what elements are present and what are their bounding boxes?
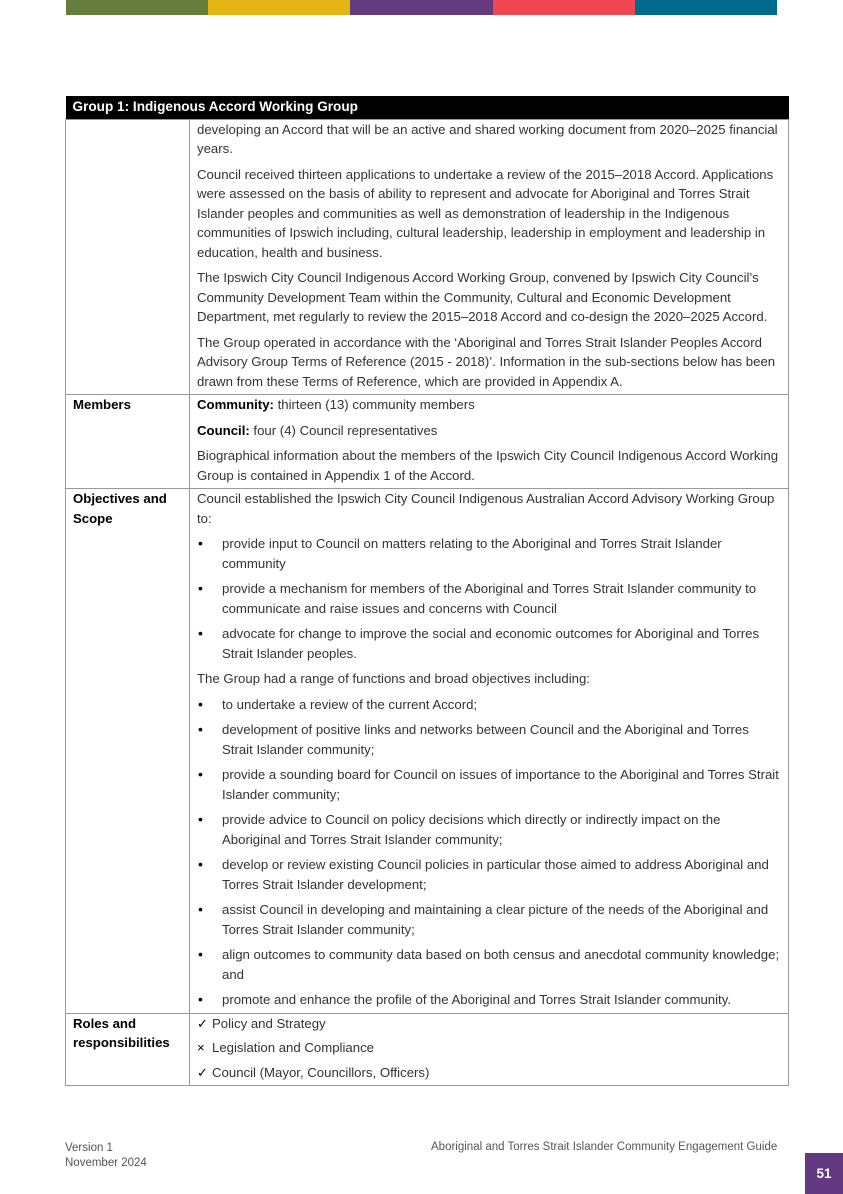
intro-label-cell <box>66 119 190 395</box>
functions-intro: The Group had a range of functions and broad objectives including: <box>197 671 590 686</box>
role-text: Council (Mayor, Councillors, Officers) <box>212 1064 430 1080</box>
color-segment-red <box>493 0 635 15</box>
functions-list <box>197 695 780 1010</box>
color-segment-blue <box>635 0 777 15</box>
list-item: • development of positive links and networks between Council and the Aboriginal and Torres Strait Islander community; <box>197 720 780 759</box>
roles-label: Roles and responsibilities <box>66 1013 190 1086</box>
intro-paragraph: The Group operated in accordance with the ‘Aboriginal and Torres Strait Islander Peoples Accord Advisory Group Terms of Reference (2015 - 2018)’. Information in the sub-sections below has been drawn from these Terms of Reference, which are provided in Appendix A. <box>197 334 776 389</box>
list-item: • to undertake a review of the current Accord; <box>197 695 780 715</box>
table-row-members <box>66 395 789 489</box>
list-item: • align outcomes to community data based on both census and anecdotal community knowledge; and <box>197 945 780 984</box>
intro-paragraph: Council received thirteen applications to undertake a review of the 2015–2018 Accord. Applications were assessed on the basis of ability to represent and advocate for Aboriginal and Torres Strait Islander peoples and communities as well as demonstration of leadership in the Indigenous communities of Ipswich including, cultural leadership, leadership in employment and leadership in education, health and business. <box>197 166 774 260</box>
table-header: Group 1: Indigenous Accord Working Group <box>66 96 789 119</box>
role-text: Legislation and Compliance <box>212 1040 375 1055</box>
footer-version-block <box>65 1141 147 1171</box>
list-item: • provide advice to Council on policy decisions which directly or indirectly impact on the Aboriginal and Torres Strait Islander community; <box>197 810 780 849</box>
intro-content-cell <box>190 119 789 395</box>
intro-paragraph: The Ipswich City Council Indigenous Accord Working Group, convened by Ipswich City Council’s Community Development Team within the Community, Cultural and Economic Development Department, met regularly to review the 2015–2018 Accord and co-design the 2020–2025 Accord. <box>197 270 768 324</box>
objectives-content-cell <box>190 489 789 1014</box>
list-item: • provide input to Council on matters relating to the Aboriginal and Torres Strait Islander community <box>197 534 780 573</box>
list-item: • provide a sounding board for Council on issues of importance to the Aboriginal and Torres Strait Islander community; <box>197 765 780 804</box>
check-icon: ✓ <box>197 1015 209 1031</box>
purposes-list <box>197 534 780 663</box>
check-icon: ✓ <box>197 1064 209 1080</box>
color-segment-yellow <box>208 0 350 15</box>
members-bio: Biographical information about the members of the Ipswich City Council Indigenous Accord Working Group is contained in Appendix 1 of the Accord. <box>197 448 779 483</box>
list-item: • assist Council in developing and maintaining a clear picture of the needs of the Aboriginal and Torres Strait Islander community; <box>197 900 780 939</box>
community-members-line <box>197 395 780 415</box>
role-item <box>197 1014 780 1034</box>
members-content-cell <box>190 395 789 489</box>
role-text: Policy and Strategy <box>212 1015 326 1031</box>
council-text: four (4) Council representatives <box>249 422 438 438</box>
color-segment-green <box>66 0 208 15</box>
footer-version: Version 1 <box>65 1142 113 1154</box>
council-label: Council: <box>197 422 250 438</box>
brand-color-bar <box>66 0 777 15</box>
list-item: • provide a mechanism for members of the Aboriginal and Torres Strait Islander community to communicate and raise issues and concerns with Council <box>197 579 780 618</box>
table-row-roles <box>66 1013 789 1086</box>
intro-paragraph: developing an Accord that will be an active and shared working document from 2020–2025 financial years. <box>197 121 778 156</box>
list-item: • promote and enhance the profile of the Aboriginal and Torres Strait Islander community. <box>197 990 780 1010</box>
community-text: thirteen (13) community members <box>273 397 475 412</box>
objectives-label: Objectives and Scope <box>66 489 190 1014</box>
council-members-line <box>197 421 780 441</box>
cross-icon: × <box>197 1040 205 1055</box>
role-item <box>197 1063 780 1083</box>
members-label: Members <box>66 395 190 489</box>
roles-content-cell <box>190 1013 789 1086</box>
page-number: 51 <box>805 1153 843 1194</box>
table-row-objectives <box>66 489 789 1014</box>
working-group-table <box>65 96 789 1086</box>
role-item <box>197 1038 780 1058</box>
table-row-intro <box>66 119 789 395</box>
footer-date: November 2024 <box>65 1157 147 1169</box>
color-segment-purple <box>350 0 492 15</box>
list-item: • advocate for change to improve the social and economic outcomes for Aboriginal and Torres Strait Islander peoples. <box>197 624 780 663</box>
list-item: • develop or review existing Council policies in particular those aimed to address Aboriginal and Torres Strait Islander development; <box>197 855 780 894</box>
footer-doc-title: Aboriginal and Torres Strait Islander Community Engagement Guide <box>431 1141 778 1153</box>
objectives-intro: Council established the Ipswich City Council Indigenous Australian Accord Advisory Working Group to: <box>197 491 775 526</box>
community-label: Community: <box>197 397 274 412</box>
